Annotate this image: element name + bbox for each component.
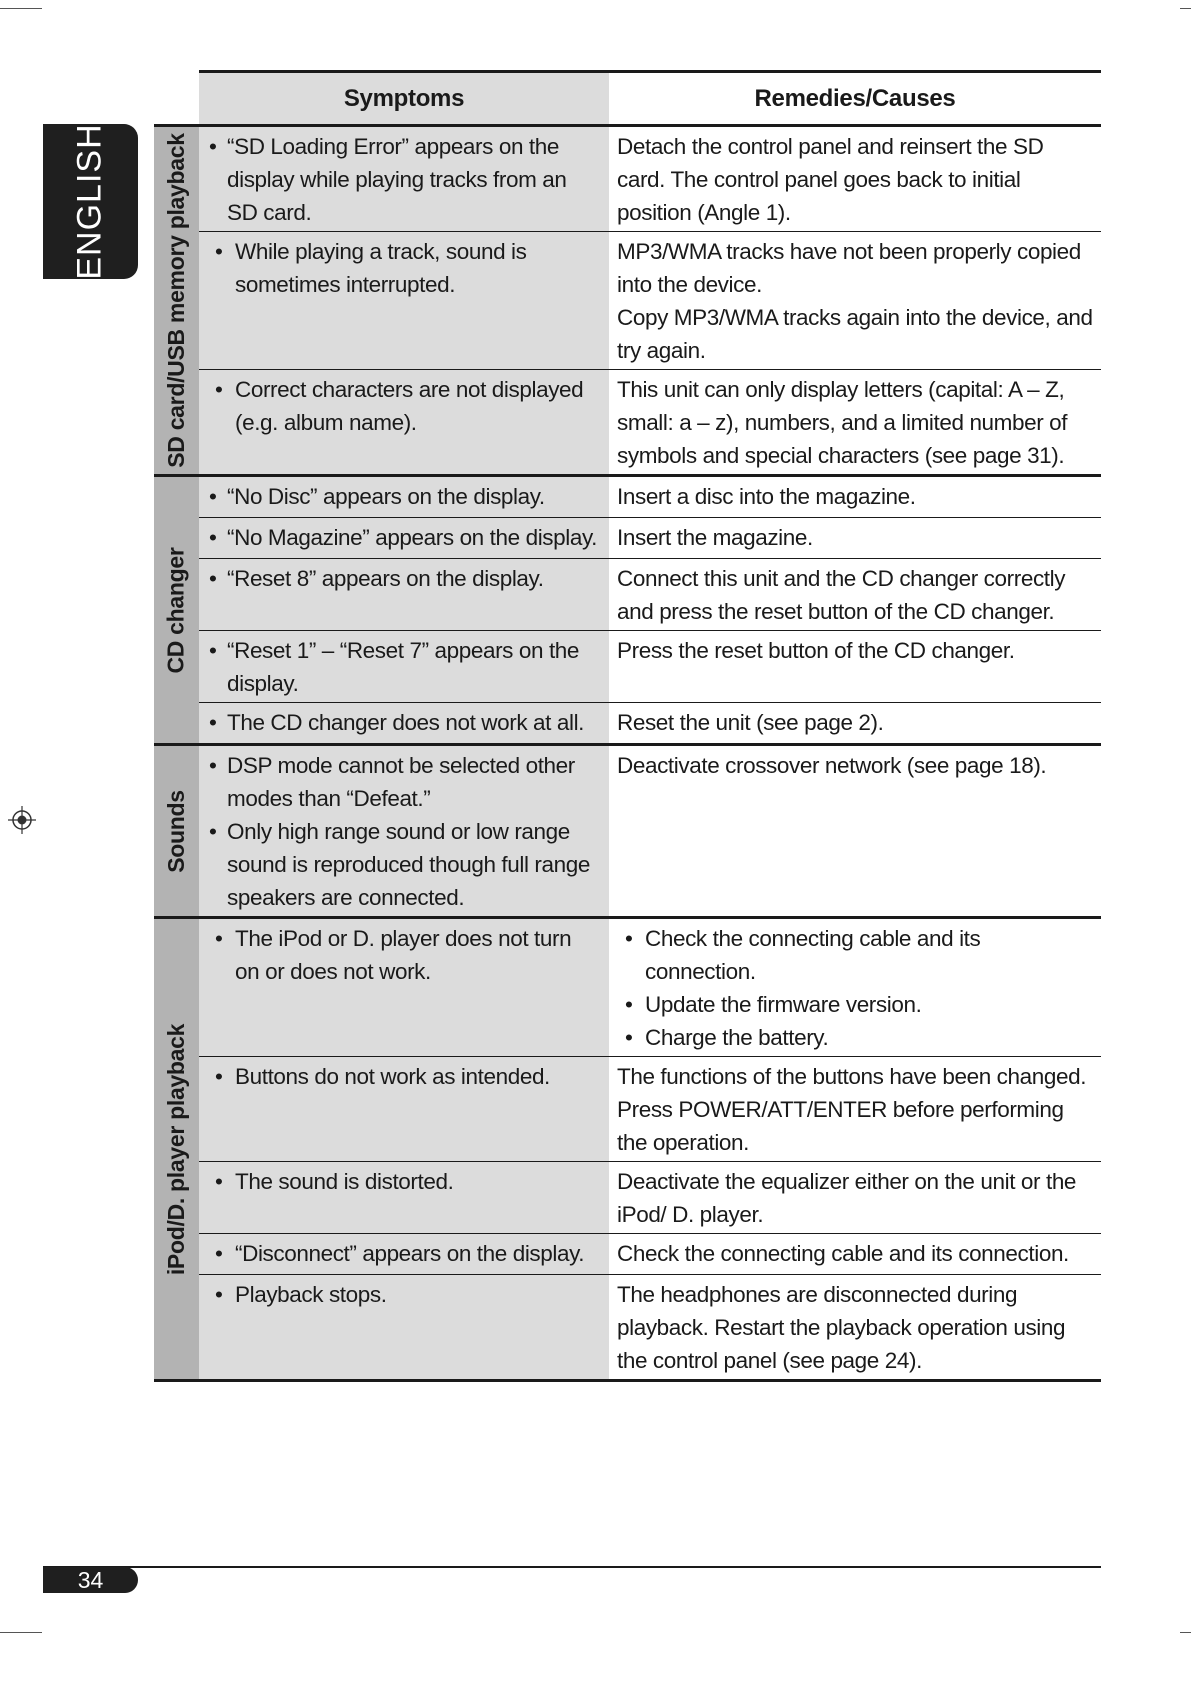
symptom-item: • “No Magazine” appears on the display. (227, 521, 601, 554)
crop-mark-top-left (0, 8, 42, 9)
table-row (154, 1162, 1101, 1234)
table-row (154, 370, 1101, 476)
table-row (154, 476, 1101, 518)
remedy-text: The functions of the buttons have been changed. Press POWER/ATT/ENTER before performing the operation. (617, 1064, 1087, 1155)
remedy-text: Insert the magazine. (617, 525, 813, 550)
remedy-cell (609, 1162, 1101, 1234)
symptom-item: • Playback stops. (235, 1278, 601, 1311)
table-row (154, 1057, 1101, 1162)
remedy-text: Check the connecting cable and its connection. (617, 1241, 1069, 1266)
remedy-cell (609, 745, 1101, 918)
symptom-cell (199, 559, 609, 631)
category-label: SD card/USB memory playback (163, 133, 189, 468)
symptom-cell (199, 126, 609, 232)
category-label: Sounds (163, 789, 189, 873)
symptom-item: • DSP mode cannot be selected other modes than “Defeat.” (227, 749, 601, 815)
symptom-item: • Buttons do not work as intended. (235, 1060, 601, 1093)
symptom-item: • “Reset 1” – “Reset 7” appears on the display. (227, 634, 601, 700)
header-category-cell (154, 72, 199, 126)
category-cell-sounds (154, 745, 199, 918)
symptom-item: • While playing a track, sound is sometimes interrupted. (235, 235, 601, 301)
symptom-item: • “Reset 8” appears on the display. (227, 562, 601, 595)
remedy-cell (609, 370, 1101, 476)
remedy-cell (609, 703, 1101, 745)
remedy-cell (609, 126, 1101, 232)
symptom-cell (199, 370, 609, 476)
header-symptoms: Symptoms (199, 72, 609, 126)
symptom-item: • “No Disc” appears on the display. (227, 480, 601, 513)
remedy-cell (609, 918, 1101, 1057)
symptom-cell (199, 1275, 609, 1381)
remedy-text: Reset the unit (see page 2). (617, 710, 884, 735)
remedy-cell (609, 232, 1101, 370)
remedy-cell (609, 476, 1101, 518)
remedy-cell (609, 559, 1101, 631)
category-cell-ipod (154, 918, 199, 1381)
symptom-cell (199, 1234, 609, 1275)
category-cell-sd-usb (154, 126, 199, 476)
table-row (154, 518, 1101, 559)
symptom-cell (199, 745, 609, 918)
remedy-cell (609, 631, 1101, 703)
remedy-text: Insert a disc into the magazine. (617, 484, 916, 509)
remedy-text: Press the reset button of the CD changer. (617, 638, 1015, 663)
crop-mark-bottom-right (1180, 1632, 1191, 1633)
table-row (154, 703, 1101, 745)
symptom-cell (199, 518, 609, 559)
remedy-item: • Check the connecting cable and its connection. (645, 922, 1093, 988)
symptom-item: • Only high range sound or low range sound is reproduced though full range speakers are connected. (227, 815, 601, 914)
troubleshooting-table (154, 70, 1101, 1382)
header-remedies: Remedies/Causes (609, 72, 1101, 126)
language-label: ENGLISH (71, 123, 110, 280)
category-label: iPod/D. player playback (163, 1023, 189, 1275)
remedy-cell (609, 1234, 1101, 1275)
table-row (154, 745, 1101, 918)
remedy-item: • Update the firmware version. (645, 988, 1093, 1021)
symptom-item: • The iPod or D. player does not turn on or does not work. (235, 922, 601, 988)
remedy-text: MP3/WMA tracks have not been properly copied into the device. (617, 239, 1081, 297)
symptom-item: • Correct characters are not displayed (e.g. album name). (235, 373, 601, 439)
remedy-cell (609, 1057, 1101, 1162)
symptom-item: • “SD Loading Error” appears on the display while playing tracks from an SD card. (227, 130, 601, 229)
footer-rule (43, 1566, 1101, 1568)
table-row (154, 559, 1101, 631)
remedy-text: Detach the control panel and reinsert the SD card. The control panel goes back to initial position (Angle 1). (617, 134, 1044, 225)
symptom-cell (199, 918, 609, 1057)
table-row (154, 1275, 1101, 1381)
symptom-cell (199, 232, 609, 370)
symptom-cell (199, 631, 609, 703)
remedy-text: This unit can only display letters (capital: A – Z, small: a – z), numbers, and a limited number of symbols and special characters (see page 31). (617, 377, 1068, 468)
page-number-tab (43, 1567, 138, 1593)
remedy-item: • Charge the battery. (645, 1021, 1093, 1054)
remedy-text: Copy MP3/WMA tracks again into the device, and try again. (617, 305, 1093, 363)
remedy-cell (609, 518, 1101, 559)
symptom-item: • The CD changer does not work at all. (227, 706, 601, 739)
table-header-row (154, 72, 1101, 126)
remedy-text: Deactivate the equalizer either on the unit or the iPod/ D. player. (617, 1169, 1077, 1227)
symptom-item: • “Disconnect” appears on the display. (235, 1237, 601, 1270)
table-row (154, 918, 1101, 1057)
symptom-cell (199, 1162, 609, 1234)
remedy-text: The headphones are disconnected during playback. Restart the playback operation using the control panel (see page 24). (617, 1282, 1066, 1373)
registration-mark-icon (8, 806, 36, 834)
symptom-cell (199, 703, 609, 745)
category-label: CD changer (163, 546, 189, 674)
remedy-text: Connect this unit and the CD changer correctly and press the reset button of the CD changer. (617, 566, 1066, 624)
remedy-cell (609, 1275, 1101, 1381)
crop-mark-top-right (1180, 8, 1191, 9)
symptom-cell (199, 476, 609, 518)
table-row (154, 232, 1101, 370)
category-cell-cd-changer (154, 476, 199, 745)
symptom-item: • The sound is distorted. (235, 1165, 601, 1198)
symptom-cell (199, 1057, 609, 1162)
page-number: 34 (77, 1567, 104, 1593)
table-row (154, 126, 1101, 232)
remedy-text: Deactivate crossover network (see page 18). (617, 753, 1047, 778)
crop-mark-bottom-left (0, 1632, 42, 1633)
table-row (154, 631, 1101, 703)
language-side-tab (43, 124, 138, 279)
table-row (154, 1234, 1101, 1275)
